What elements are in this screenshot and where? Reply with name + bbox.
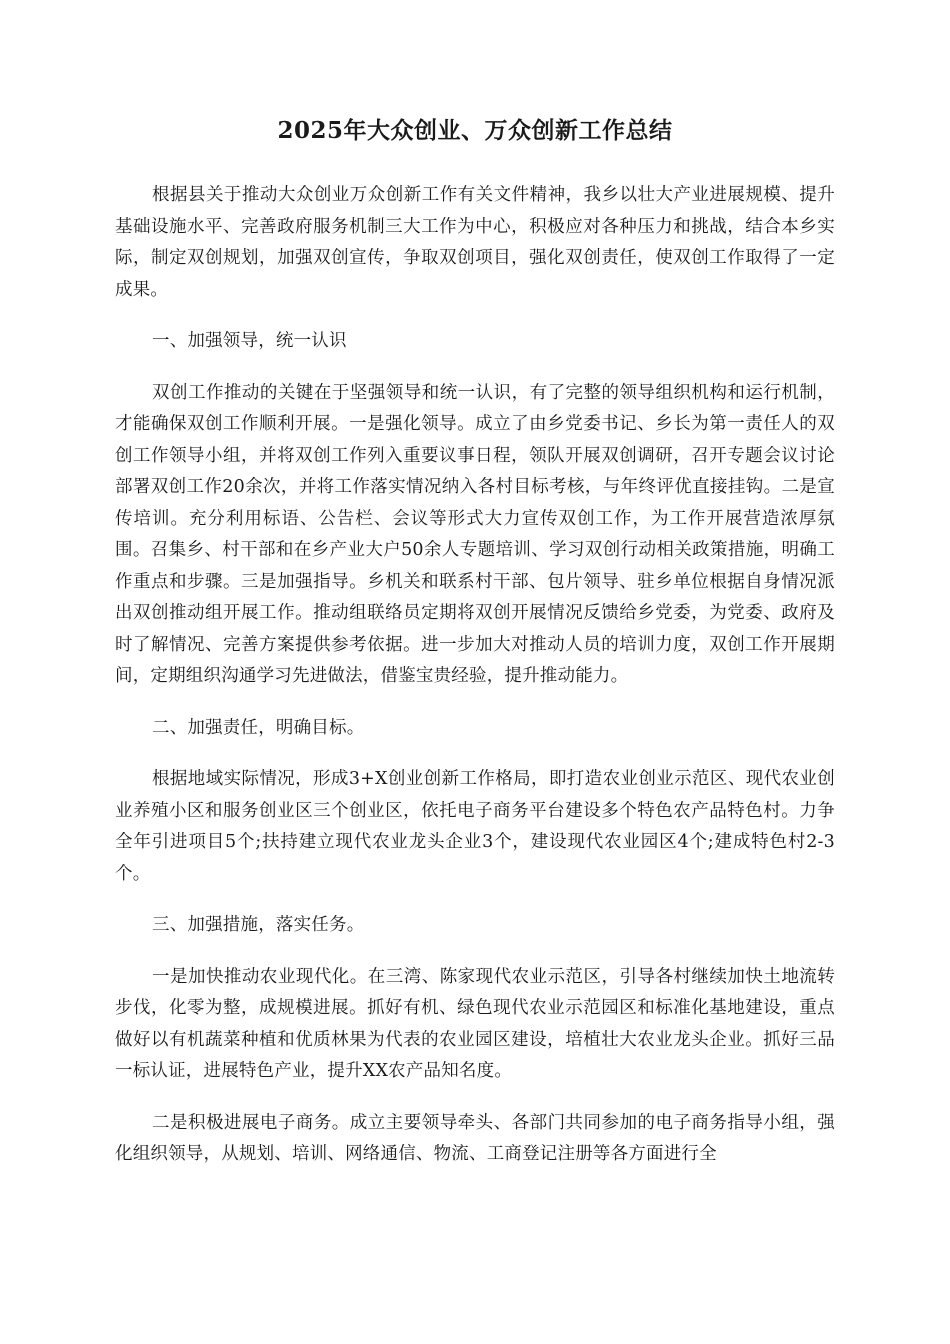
intro-paragraph: 根据县关于推动大众创业万众创新工作有关文件精神，我乡以壮大产业进展规模、提升基础设施水平、完善政府服务机制三大工作为中心，积极应对各种压力和挑战，结合本乡实际，制定双创规划，加强双创宣传，争取双创项目，强化双创责任，使双创工作取得了一定成果。 [115, 185, 835, 300]
section-heading-2: 二、加强责任，明确目标。 [152, 717, 365, 738]
section-heading-3: 三、加强措施，落实任务。 [152, 915, 365, 935]
document-body [115, 180, 835, 1191]
document-title: 2025年大众创业、万众创新工作总结 [277, 117, 673, 144]
section-3-paragraph-1: 一是加快推动农业现代化。在三湾、陈家现代农业示范区，引导各村继续加快土地流转步伐，化零为整，成规模进展。抓好有机、绿色现代农业示范园区和标准化基地建设，重点做好以有机蔬菜种植和优质林果为代表的农业园区建设，培植壮大农业龙头企业。抓好三品一标认证，进展特色产业，提升XX农产品知名度。 [115, 966, 835, 1081]
section-3-paragraph-2: 二是积极进展电子商务。成立主要领导牵头、各部门共同参加的电子商务指导小组，强化组织领导，从规划、培训、网络通信、物流、工商登记注册等各方面进行全 [115, 1112, 835, 1164]
section-2-paragraph: 根据地域实际情况，形成3+X创业创新工作格局，即打造农业创业示范区、现代农业创业养殖小区和服务创业区三个创业区，依托电子商务平台建设多个特色农产品特色村。力争全年引进项目5个;扶持建立现代农业龙头企业3个，建设现代农业园区4个;建成特色村2-3个。 [115, 769, 835, 884]
section-1-paragraph: 双创工作推动的关键在于坚强领导和统一认识，有了完整的领导组织机构和运行机制，才能确保双创工作顺利开展。一是强化领导。成立了由乡党委书记、乡长为第一责任人的双创工作领导小组，并将双创工作列入重要议事日程，领队开展双创调研，召开专题会议讨论部署双创工作20余次，并将工作落实情况纳入各村目标考核，与年终评优直接挂钩。二是宣传培训。充分利用标语、公告栏、会议等形式大力宣传双创工作，为工作开展营造浓厚氛围。召集乡、村干部和在乡产业大户50余人专题培训、学习双创行动相关政策措施，明确工作重点和步骤。三是加强指导。乡机关和联系村干部、包片领导、驻乡单位根据自身情况派出双创推动组开展工作。推动组联络员定期将双创开展情况反馈给乡党委，为党委、政府及时了解情况、完善方案提供参考依据。进一步加大对推动人员的培训力度，双创工作开展期间，定期组织沟通学习先进做法，借鉴宝贵经验，提升推动能力。 [115, 382, 835, 686]
section-heading-1: 一、加强领导，统一认识 [152, 331, 347, 351]
